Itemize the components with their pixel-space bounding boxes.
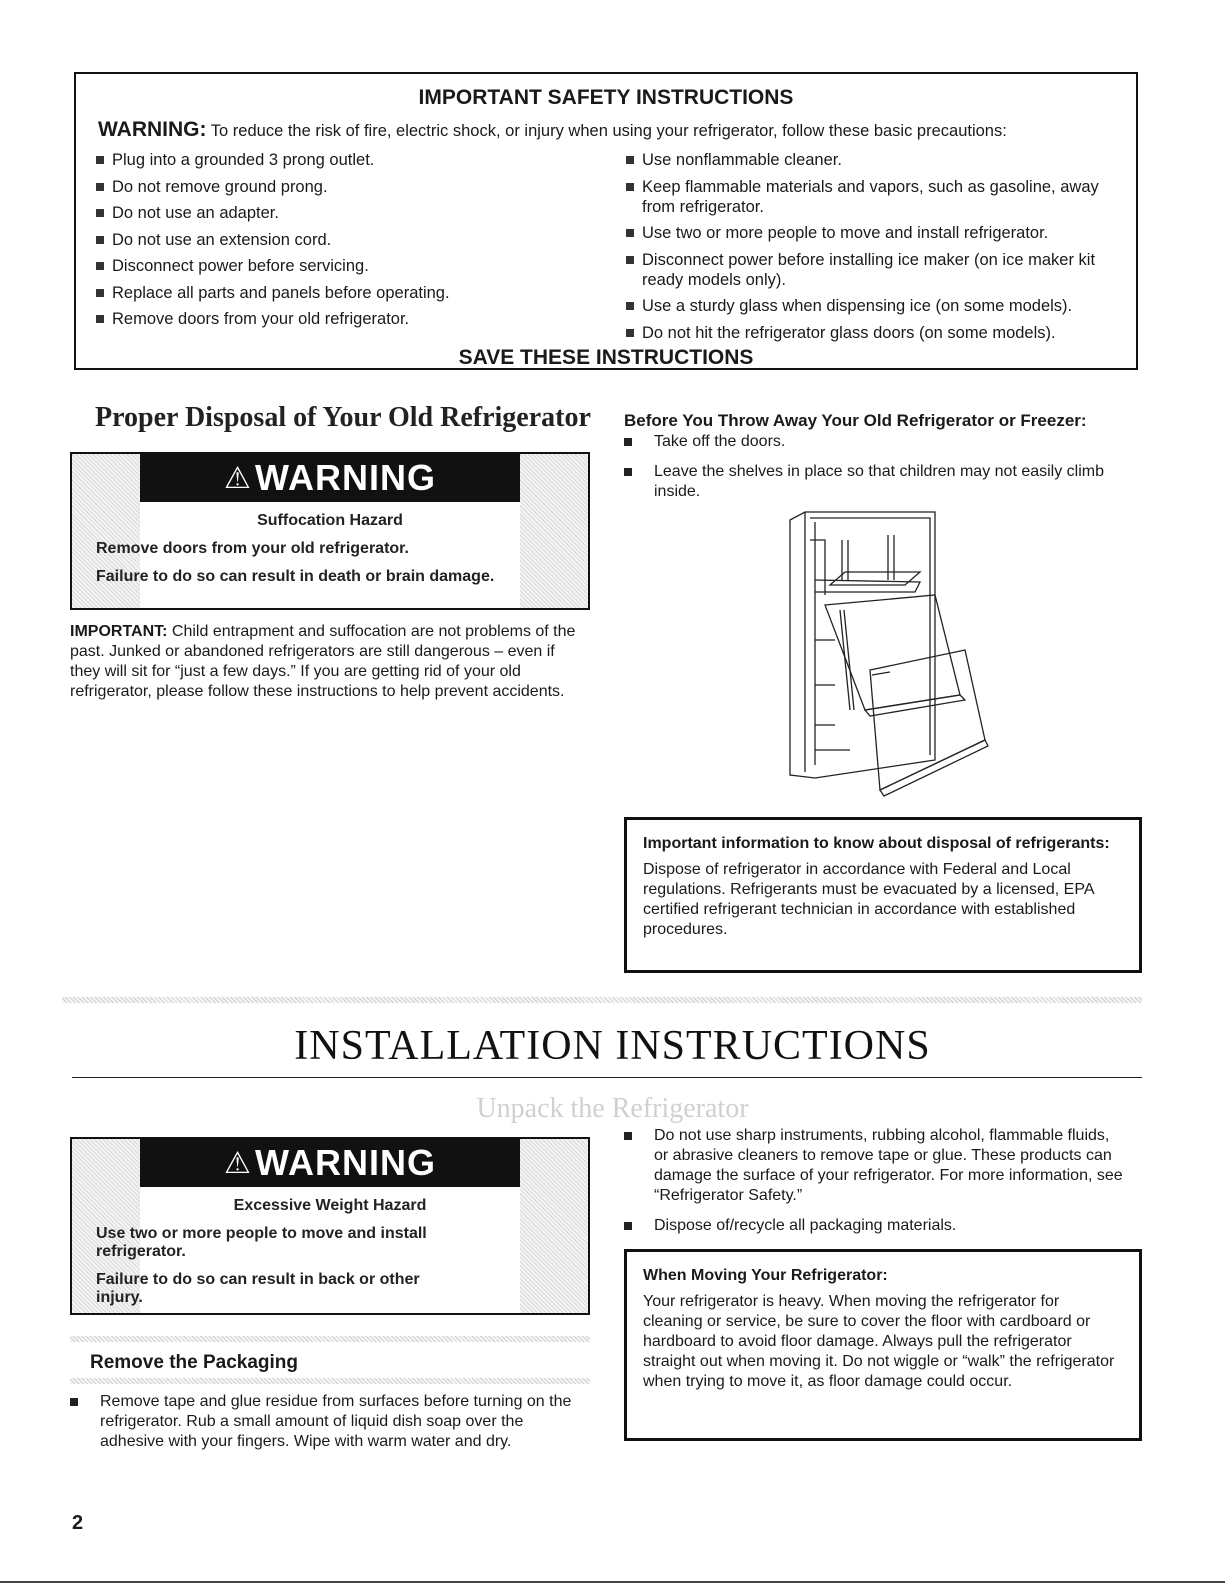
excessive-weight-warning-box	[70, 1137, 590, 1315]
warning-triangle-icon: ⚠	[224, 461, 251, 495]
warning-content	[96, 1197, 468, 1317]
remove-packaging-title: Remove the Packaging	[90, 1352, 299, 1373]
section-divider	[62, 997, 1142, 1003]
warning-triangle-icon: ⚠	[224, 1146, 251, 1180]
list-item: Use nonflammable cleaner.	[624, 150, 1134, 170]
unpack-title: Unpack the Refrigerator	[476, 1093, 749, 1124]
warning-content	[96, 512, 564, 596]
installation-title: INSTALLATION INSTRUCTIONS	[294, 1023, 931, 1069]
list-item: Remove doors from your old refrigerator.	[94, 309, 594, 329]
list-item: Disconnect power before servicing.	[94, 256, 594, 276]
refrigerant-disposal-info-box	[624, 817, 1142, 973]
moving-title: When Moving Your Refrigerator:	[643, 1267, 888, 1284]
before-throw-title: Before You Throw Away Your Old Refrigerator or Freezer:	[624, 411, 1087, 430]
warning-instruction: Remove doors from your old refrigerator.	[96, 540, 409, 557]
list-item: Remove tape and glue residue from surfaces before turning on the refrigerator. Rub a small amount of liquid dish soap over the adhesive with your fingers. Wipe with warm water and dry.	[70, 1392, 590, 1452]
heading-rule	[70, 1378, 590, 1384]
important-text: Child entrapment and suffocation are not problems of the past. Junked or abandoned refrigerators are still dangerous – even if they will sit for “just a few days.” If you are getting rid of your old refrigerator, please follow these instructions to help prevent accidents.	[70, 623, 576, 700]
list-item: Do not use an extension cord.	[94, 230, 594, 250]
heading-rule	[70, 1336, 590, 1342]
list-item: Dispose of/recycle all packaging materials.	[624, 1216, 1124, 1236]
remove-packaging-list	[70, 1392, 590, 1462]
safety-instructions-box	[74, 72, 1138, 370]
warning-banner	[140, 454, 520, 502]
refrigerant-info-text: Dispose of refrigerator in accordance with Federal and Local regulations. Refrigerants must be evacuated by a licensed, EPA certified refrigerant technician in accordance with established procedures.	[643, 861, 1094, 938]
hazard-name: Excessive Weight Hazard	[233, 1197, 427, 1214]
hazard-name: Suffocation Hazard	[257, 512, 403, 529]
before-throw-list	[624, 432, 1134, 512]
page-number: 2	[72, 1512, 84, 1534]
moving-refrigerator-box	[624, 1249, 1142, 1441]
list-item: Plug into a grounded 3 prong outlet.	[94, 150, 594, 170]
warning-banner-text: WARNING	[254, 1142, 436, 1183]
safety-warning-line	[98, 118, 1007, 142]
disposal-title: Proper Disposal of Your Old Refrigerator	[95, 402, 591, 433]
unpack-list	[624, 1126, 1124, 1246]
important-label: IMPORTANT:	[70, 623, 168, 640]
title-underline	[72, 1077, 1142, 1078]
warning-consequence: Failure to do so can result in death or brain damage.	[96, 568, 495, 585]
list-item: Replace all parts and panels before operating.	[94, 283, 594, 303]
list-item: Do not use sharp instruments, rubbing alcohol, flammable fluids, or abrasive cleaners to remove tape or glue. These products can damage the surface of your refrigerator. For more information, see “Refrigerator Safety.”	[624, 1126, 1124, 1206]
warning-banner-text: WARNING	[254, 457, 436, 498]
safety-right-list	[624, 150, 1134, 349]
list-item: Take off the doors.	[624, 432, 1134, 452]
suffocation-warning-box	[70, 452, 590, 610]
list-item: Do not use an adapter.	[94, 203, 594, 223]
warning-instruction: Use two or more people to move and install refrigerator.	[96, 1225, 427, 1260]
save-instructions-title: SAVE THESE INSTRUCTIONS	[458, 346, 754, 369]
warning-shading	[520, 1139, 588, 1313]
moving-text: Your refrigerator is heavy. When moving the refrigerator for cleaning or service, be sure to cover the floor with cardboard or hardboard to avoid floor damage. Always pull the refrigerator straight out when moving it. Do not wiggle or “walk” the refrigerator when trying to move it, as floor damage could occur.	[643, 1293, 1115, 1390]
list-item: Keep flammable materials and vapors, such as gasoline, away from refrigerator.	[624, 177, 1134, 217]
list-item: Do not remove ground prong.	[94, 177, 594, 197]
refrigerator-doors-removed-illustration	[780, 510, 990, 800]
safety-left-list	[94, 150, 594, 336]
warning-banner	[140, 1139, 520, 1187]
important-paragraph	[70, 622, 588, 702]
warning-label: WARNING:	[98, 118, 207, 141]
safety-title: IMPORTANT SAFETY INSTRUCTIONS	[418, 86, 794, 109]
list-item: Use two or more people to move and install refrigerator.	[624, 223, 1134, 243]
warning-text: To reduce the risk of fire, electric shock, or injury when using your refrigerator, follow these basic precautions:	[206, 122, 1007, 140]
warning-consequence: Failure to do so can result in back or other injury.	[96, 1271, 420, 1306]
page-bottom-edge	[0, 1581, 1225, 1583]
list-item: Disconnect power before installing ice maker (on ice maker kit ready models only).	[624, 250, 1134, 290]
refrigerant-info-title: Important information to know about disposal of refrigerants:	[643, 835, 1110, 852]
list-item: Do not hit the refrigerator glass doors (on some models).	[624, 323, 1134, 343]
list-item: Leave the shelves in place so that children may not easily climb inside.	[624, 462, 1134, 502]
list-item: Use a sturdy glass when dispensing ice (on some models).	[624, 296, 1134, 316]
